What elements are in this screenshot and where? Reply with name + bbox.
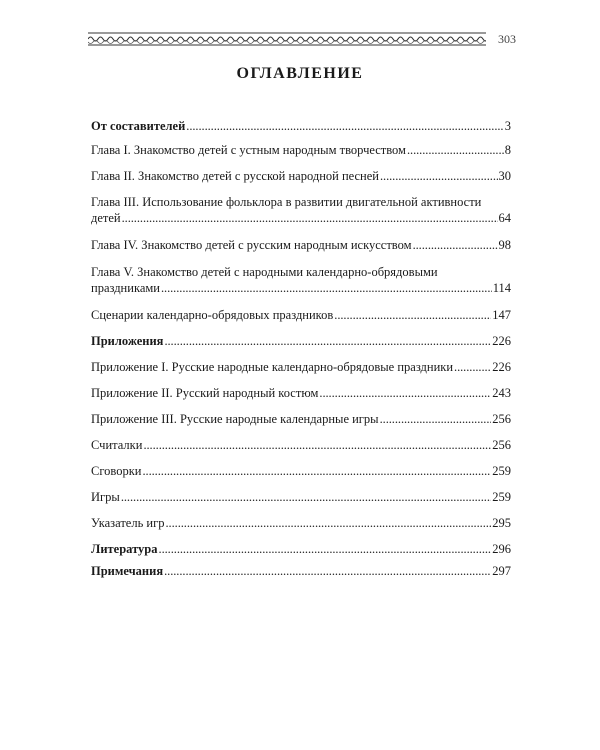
toc-entry-page: 226 — [492, 334, 511, 348]
toc-entry[interactable] — [91, 168, 511, 184]
toc-entry-label: праздниками — [91, 281, 160, 295]
toc-entry-label: Сценарии календарно-обрядовых праздников — [91, 308, 334, 322]
toc-entry-label-line1: Глава V. Знакомство детей с народными календарно-обрядовыми — [91, 265, 438, 279]
dot-leader — [413, 237, 498, 253]
toc-entry-page: 3 — [504, 119, 511, 133]
dot-leader — [334, 307, 491, 323]
toc-entry-page: 226 — [492, 360, 511, 374]
toc-entry-label: Указатель игр — [91, 516, 165, 530]
toc-entry-page: 147 — [492, 308, 511, 322]
dot-leader — [161, 280, 492, 296]
toc-entry-label: Приложение I. Русские народные календарно-обрядовые праздники — [91, 360, 454, 374]
dot-leader — [407, 142, 504, 158]
page-number: 303 — [498, 32, 516, 46]
dot-leader — [319, 385, 491, 401]
toc-entry-label: детей — [91, 211, 121, 225]
toc-entry[interactable] — [91, 307, 511, 323]
toc-entry-multiline[interactable] — [91, 194, 511, 226]
toc-entry-label: Приложение III. Русские народные календарные игры — [91, 412, 379, 426]
toc-entry-page: 256 — [492, 438, 511, 452]
toc-entry-label: Приложение II. Русский народный костюм — [91, 386, 319, 400]
toc-entry-page: 297 — [492, 564, 511, 578]
toc-entry[interactable] — [91, 118, 511, 134]
toc-entry[interactable] — [91, 142, 511, 158]
toc-entry[interactable] — [91, 515, 511, 531]
dot-leader — [142, 463, 491, 479]
dot-leader — [186, 118, 503, 134]
toc-entry-label: Считалки — [91, 438, 143, 452]
toc-entry-page: 98 — [498, 238, 511, 252]
dot-leader — [164, 333, 491, 349]
toc-entry-page: 114 — [492, 281, 511, 295]
toc-entry[interactable] — [91, 437, 511, 453]
toc-entry[interactable] — [91, 563, 511, 579]
toc-entry[interactable] — [91, 463, 511, 479]
toc-entry-label: Игры — [91, 490, 120, 504]
toc-entry-label: От составителей — [91, 119, 186, 133]
dot-leader — [454, 359, 491, 375]
toc-entry[interactable] — [91, 359, 511, 375]
toc-entry[interactable] — [91, 237, 511, 253]
toc-entry-line2 — [91, 210, 511, 226]
toc-entry-page: 256 — [492, 412, 511, 426]
toc-entry-label: Глава IV. Знакомство детей с русским народным искусством — [91, 238, 412, 252]
toc-entry-label: Литература — [91, 542, 158, 556]
toc-entry-label-line1: Глава III. Использование фольклора в развитии двигательной активности — [91, 195, 482, 209]
toc-entry[interactable] — [91, 385, 511, 401]
toc-entry[interactable] — [91, 489, 511, 505]
dot-leader — [166, 515, 492, 531]
toc-entry-label: Приложения — [91, 334, 164, 348]
dot-leader — [380, 168, 498, 184]
toc-entry-label: Глава I. Знакомство детей с устным народным творчеством — [91, 143, 406, 157]
toc-entry-page: 243 — [492, 386, 511, 400]
toc-entry-page: 64 — [498, 211, 511, 225]
toc-entry-label: Сговорки — [91, 464, 142, 478]
dot-leader — [143, 437, 491, 453]
toc-entry-page: 8 — [504, 143, 511, 157]
toc-entry[interactable] — [91, 411, 511, 427]
toc-entry[interactable] — [91, 541, 511, 557]
ornament-border — [88, 32, 486, 46]
toc-entry-page: 295 — [492, 516, 511, 530]
toc-entry-page: 296 — [492, 542, 511, 556]
page-title: ОГЛАВЛЕНИЕ — [236, 65, 364, 82]
toc-entry-label: Глава II. Знакомство детей с русской народной песней — [91, 169, 379, 183]
toc-entry-page: 259 — [492, 464, 511, 478]
dot-leader — [164, 563, 491, 579]
toc-entry-line2 — [91, 280, 511, 296]
toc-entry[interactable] — [91, 333, 511, 349]
page-header — [88, 30, 516, 50]
toc-entry-page: 30 — [498, 169, 511, 183]
dot-leader — [121, 489, 491, 505]
dot-leader — [380, 411, 492, 427]
dot-leader — [159, 541, 492, 557]
toc-entry-page: 259 — [492, 490, 511, 504]
toc-entry-multiline[interactable] — [91, 264, 511, 296]
toc-entry-label: Примечания — [91, 564, 164, 578]
dot-leader — [122, 210, 498, 226]
table-of-contents — [91, 118, 511, 579]
